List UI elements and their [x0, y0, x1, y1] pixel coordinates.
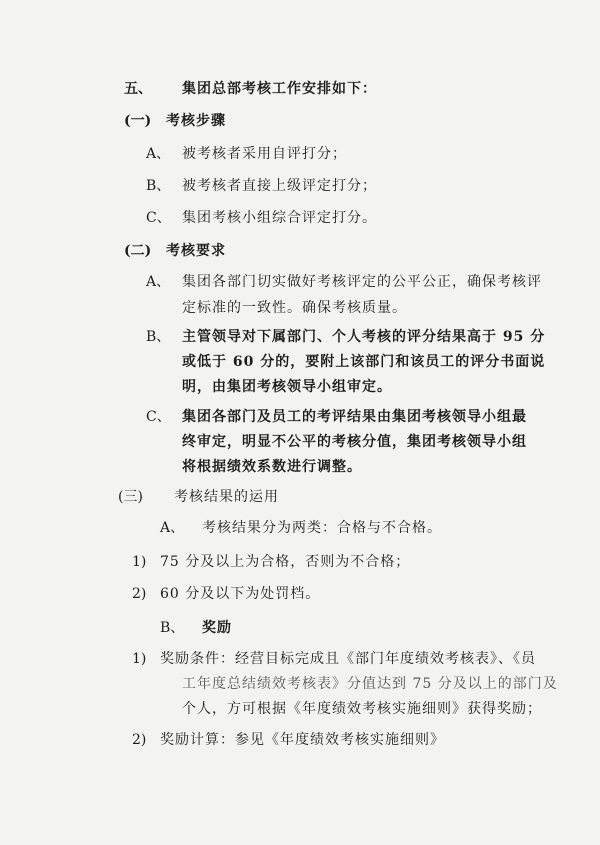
part3-title: 考核结果的运用 [174, 489, 279, 505]
part2-item-c-mark: C、 [146, 409, 171, 425]
part1-item-a-mark: A、 [146, 146, 171, 162]
section-title: 集团总部考核工作安排如下： [182, 81, 377, 97]
part2-title: 考核要求 [166, 243, 226, 259]
part2-number: (二) [124, 243, 152, 259]
part2-item-a-mark: A、 [146, 274, 171, 290]
part2-item-b-line1: 主管领导对下属部门、个人考核的评分结果高于 95 分 [182, 329, 546, 345]
part2-item-c-line1: 集团各部门及员工的考评结果由集团考核领导小组最 [182, 409, 527, 425]
part3-sub-a-item1-text: 75 分及以上为合格，否则为不合格； [160, 554, 411, 570]
part3-sub-b-item2-mark: 2) [132, 732, 147, 748]
part2-item-b-mark: B、 [146, 329, 171, 345]
part3-sub-a-text: 考核结果分为两类：合格与不合格。 [202, 520, 442, 536]
part2-item-a-line2: 定标准的一致性。确保考核质量。 [182, 300, 407, 316]
part1-item-a-text: 被考核者采用自评打分； [182, 146, 347, 162]
part2-item-c-line2: 终审定，明显不公平的考核分值，集团考核领导小组 [182, 434, 527, 450]
part1-item-b-text: 被考核者直接上级评定打分； [182, 178, 377, 194]
part3-sub-b-text: 奖励 [202, 620, 232, 636]
part3-sub-a-item2-mark: 2) [132, 586, 147, 602]
part3-sub-b-item2-line1: 奖励计算：参见《年度绩效考核实施细则》 [160, 732, 445, 748]
part3-number: (三) [118, 489, 143, 505]
part3-sub-b-item1-line2: 工年度总结绩效考核表》分值达到 75 分及以上的部门及 [182, 676, 558, 692]
part2-item-b-line2: 或低于 60 分的，要附上该部门和该员工的评分书面说 [182, 354, 546, 370]
part1-number: (一) [124, 113, 152, 129]
part3-sub-a-item1-mark: 1) [132, 554, 147, 570]
part2-item-a-line1: 集团各部门切实做好考核评定的公平公正，确保考核评 [182, 274, 542, 290]
part3-sub-a-item2-text: 60 分及以下为处罚档。 [160, 586, 321, 602]
part3-sub-b-item1-mark: 1) [132, 651, 147, 667]
section-number: 五、 [124, 81, 152, 97]
part1-title: 考核步骤 [166, 113, 226, 129]
part2-item-b-line3: 明，由集团考核领导小组审定。 [182, 379, 392, 395]
part1-item-b-mark: B、 [146, 178, 171, 194]
part3-sub-b-item1-line3: 个人，方可根据《年度绩效考核实施细则》获得奖励； [182, 701, 542, 717]
part2-item-c-line3: 将根据绩效系数进行调整。 [182, 459, 362, 475]
part3-sub-b-item1-line1: 奖励条件：经营目标完成且《部门年度绩效考核表》、《员 [160, 651, 536, 667]
part3-sub-b-mark: B、 [160, 620, 185, 636]
part1-item-c-text: 集团考核小组综合评定打分。 [182, 210, 377, 226]
part1-item-c-mark: C、 [146, 210, 171, 226]
part3-sub-a-mark: A、 [160, 520, 185, 536]
